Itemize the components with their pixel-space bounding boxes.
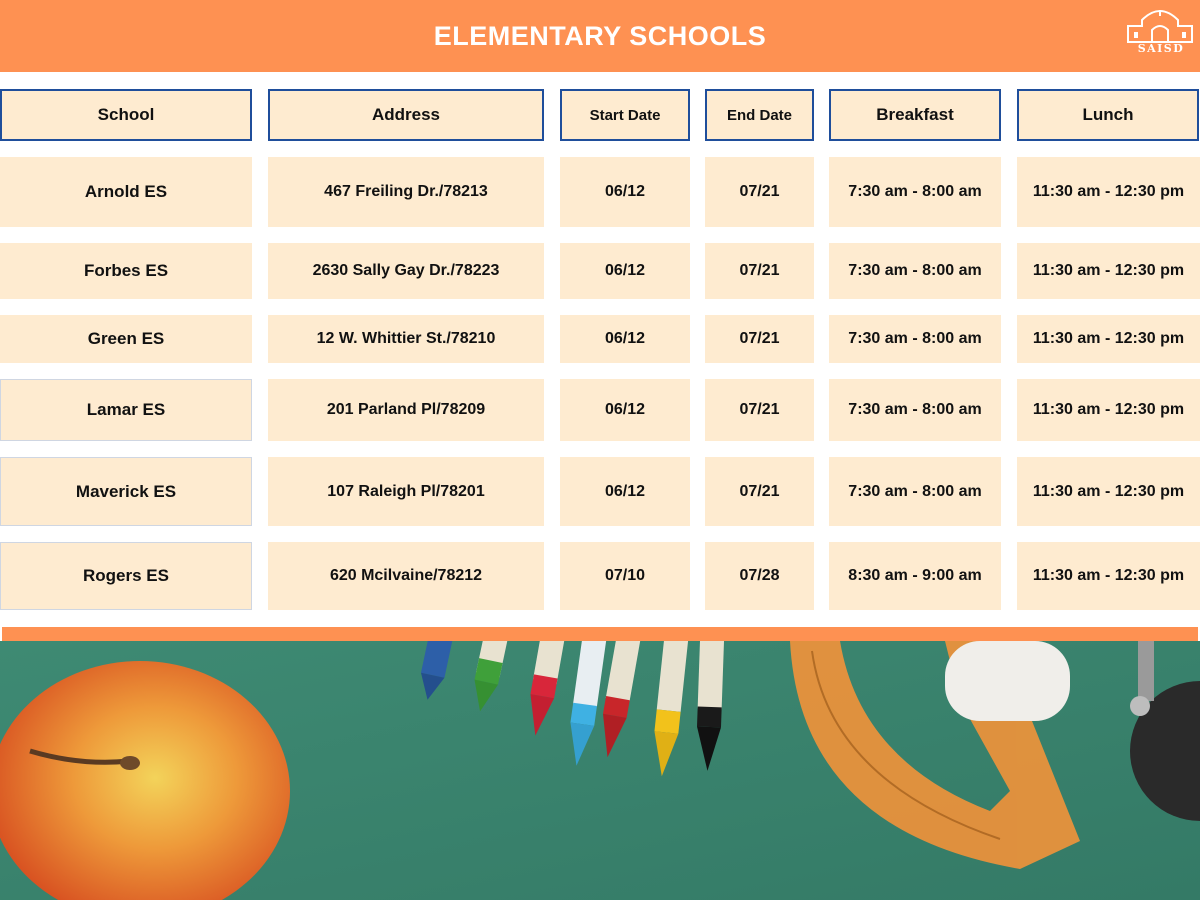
table-row-cell-breakfast: 7:30 am - 8:00 am <box>829 315 1001 363</box>
header-address: Address <box>268 89 544 141</box>
header-school: School <box>0 89 252 141</box>
header-breakfast: Breakfast <box>829 89 1001 141</box>
table-row-cell-start-date: 06/12 <box>560 243 690 299</box>
header-lunch: Lunch <box>1017 89 1199 141</box>
table-row-cell-school: Lamar ES <box>0 379 252 441</box>
school-supplies-illustration <box>0 641 1200 900</box>
table-row-cell-end-date: 07/21 <box>705 315 814 363</box>
table-row-cell-lunch: 11:30 am - 12:30 pm <box>1017 542 1200 610</box>
table-row-cell-lunch: 11:30 am - 12:30 pm <box>1017 315 1200 363</box>
table-row-cell-end-date: 07/21 <box>705 157 814 227</box>
table-row-cell-start-date: 06/12 <box>560 315 690 363</box>
table-row-cell-breakfast: 7:30 am - 8:00 am <box>829 457 1001 526</box>
table-row-cell-address: 467 Freiling Dr./78213 <box>268 157 544 227</box>
table-row-cell-breakfast: 7:30 am - 8:00 am <box>829 243 1001 299</box>
table-row-cell-address: 12 W. Whittier St./78210 <box>268 315 544 363</box>
table-row-cell-start-date: 06/12 <box>560 379 690 441</box>
table-row-cell-start-date: 06/12 <box>560 457 690 526</box>
divider-bar <box>2 627 1198 641</box>
header-start-date: Start Date <box>560 89 690 141</box>
table-row-cell-start-date: 06/12 <box>560 157 690 227</box>
table-row-cell-address: 107 Raleigh Pl/78201 <box>268 457 544 526</box>
table-row-cell-address: 2630 Sally Gay Dr./78223 <box>268 243 544 299</box>
table-row-cell-end-date: 07/21 <box>705 457 814 526</box>
table-row-cell-lunch: 11:30 am - 12:30 pm <box>1017 157 1200 227</box>
table-row-cell-school: Arnold ES <box>0 157 252 227</box>
header-end-date: End Date <box>705 89 814 141</box>
table-row-cell-school: Forbes ES <box>0 243 252 299</box>
table-row-cell-end-date: 07/28 <box>705 542 814 610</box>
table-row-cell-address: 201 Parland Pl/78209 <box>268 379 544 441</box>
table-row-cell-school: Rogers ES <box>0 542 252 610</box>
page-title: ELEMENTARY SCHOOLS <box>433 21 767 51</box>
table-row-cell-school: Green ES <box>0 315 252 363</box>
table-row-cell-lunch: 11:30 am - 12:30 pm <box>1017 379 1200 441</box>
eraser-icon <box>945 641 1070 721</box>
table-row-cell-breakfast: 8:30 am - 9:00 am <box>829 542 1001 610</box>
table-row-cell-school: Maverick ES <box>0 457 252 526</box>
table-row-cell-lunch: 11:30 am - 12:30 pm <box>1017 243 1200 299</box>
table-row-cell-address: 620 Mcilvaine/78212 <box>268 542 544 610</box>
table-row-cell-end-date: 07/21 <box>705 243 814 299</box>
table-row-cell-breakfast: 7:30 am - 8:00 am <box>829 379 1001 441</box>
table-row-cell-lunch: 11:30 am - 12:30 pm <box>1017 457 1200 526</box>
table-row-cell-breakfast: 7:30 am - 8:00 am <box>829 157 1001 227</box>
logo-text: SAISD <box>1137 42 1185 55</box>
table-row-cell-end-date: 07/21 <box>705 379 814 441</box>
table-row-cell-start-date: 07/10 <box>560 542 690 610</box>
